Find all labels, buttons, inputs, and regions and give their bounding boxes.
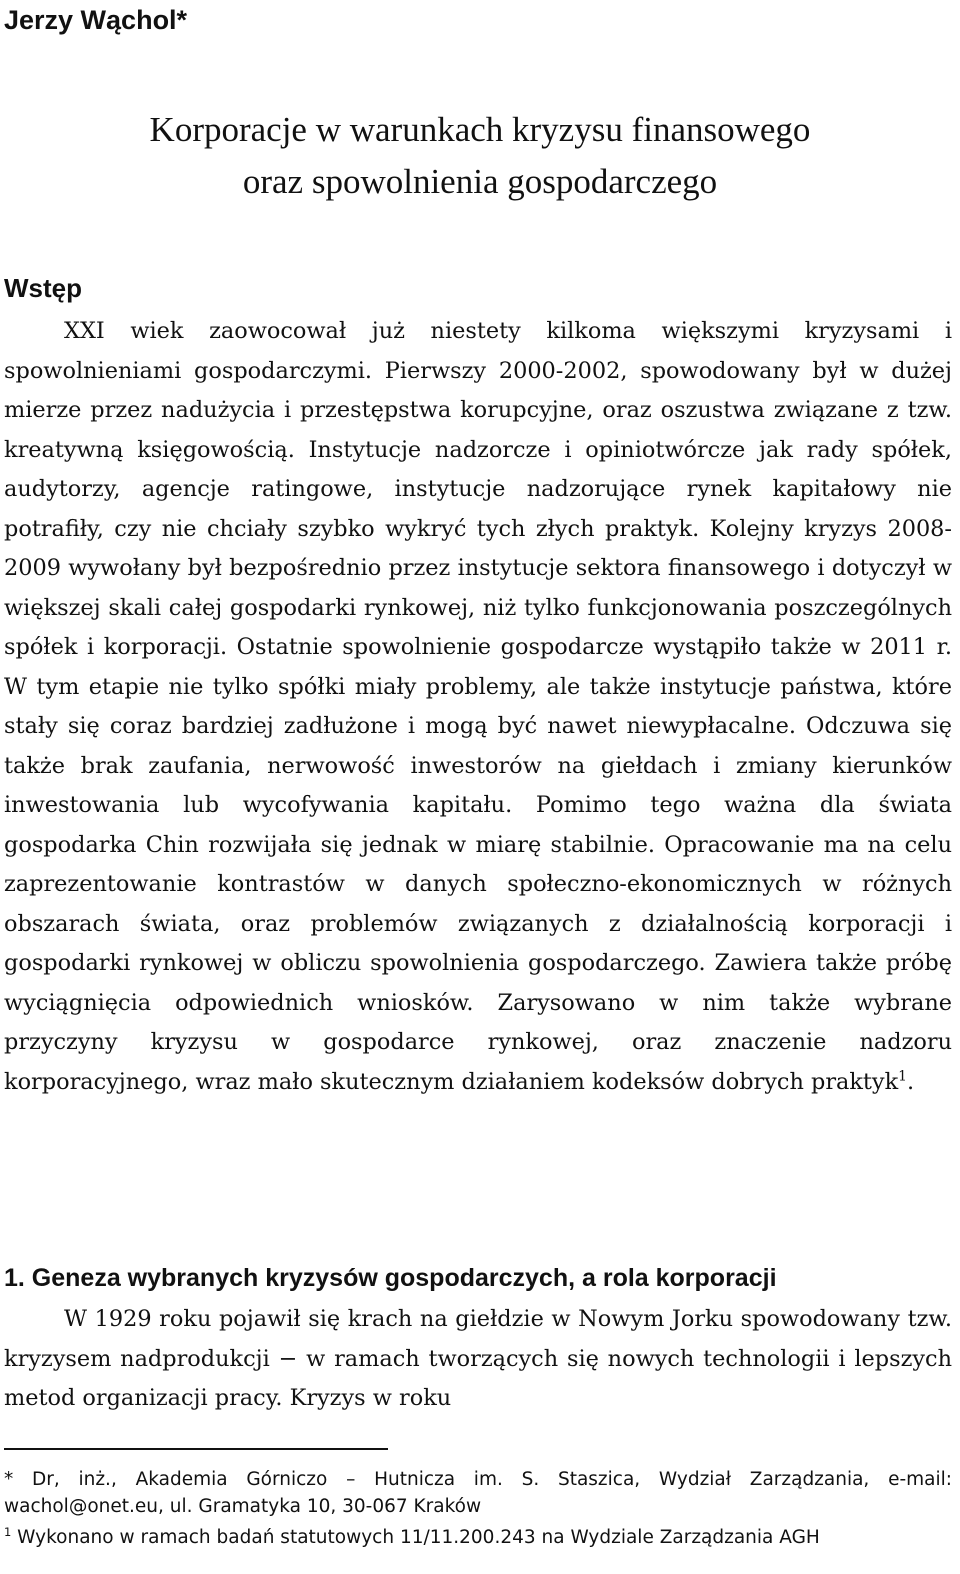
footnote-divider (4, 1448, 388, 1450)
section-1-heading: 1. Geneza wybranych kryzysów gospodarczych, a rola korporacji (4, 1264, 777, 1292)
intro-text: XXI wiek zaowocował już niestety kilkoma większymi kryzysami i spowolnieniami gospodarczymi. Pierwszy 2000-2002, spowodowany był w dużej mierze przez nadużycia i przestępstwa korupcyjne, oraz oszustwa związane z tzw. kreatywną księgowością. Instytucje nadzorcze i opiniotwórcze jak rady spółek, audytorzy, agencje ratingowe, instytucje nadzorujące rynek kapitałowy nie potrafiły, czy nie chciały szybko wykryć tych złych praktyk. Kolejny kryzys 2008-2009 wywołany był bezpośrednio przez instytucje sektora finansowego i dotyczył w większej skali całej gospodarki rynkowej, niż tylko funkcjonowania poszczególnych spółek i korporacji. Ostatnie spowolnienie gospodarcze wystąpiło także w 2011 r. W tym etapie nie tylko spółki miały problemy, ale także instytucje państwa, które stały się coraz bardziej zadłużone i mogą być nawet niewypłacalne. Odczuwa się także brak zaufania, nerwowość inwestorów na giełdach i zmiany kierunków inwestowania lub wycofywania kapitału. Pomimo tego ważna dla świata gospodarka Chin rozwijała się jednak w miarę stabilnie. Opracowanie ma na celu zaprezentowanie kontrastów w danych społeczno-ekonomicznych w różnych obszarach świata, oraz problemów związanych z działalnością korporacji i gospodarki rynkowej w obliczu spowolnienia gospodarczego. Zawiera także próbę wyciągnięcia odpowiednich wniosków. Zarysowano w nim także wybrane przyczyny kryzysu w gospodarce rynkowej, oraz znaczenie nadzoru korporacyjnego, wraz mało skutecznym działaniem kodeksów dobrych praktyk (4, 318, 952, 1095)
author-name: Jerzy Wąchol* (4, 5, 188, 35)
section-1-paragraph (4, 1300, 952, 1419)
footnote-ref-1: 1 (898, 1068, 907, 1085)
footnotes (4, 1466, 952, 1551)
intro-text-end: . (906, 1068, 915, 1095)
footnote-1 (4, 1524, 952, 1551)
footnote-1-marker: 1 (4, 1524, 12, 1539)
article-title (0, 104, 960, 208)
section-1-text: W 1929 roku pojawił się krach na giełdzie w Nowym Jorku spowodowany tzw. kryzysem nadprodukcji − w ramach tworzących się nowych technologii i lepszych metod organizacji pracy. Kryzys w roku (4, 1306, 952, 1411)
title-line-1: Korporacje w warunkach kryzysu finansowego (149, 110, 811, 149)
footnote-author: * Dr, inż., Akademia Górniczo – Hutnicza im. S. Staszica, Wydział Zarządzania, e-mail: wachol@onet.eu, ul. Gramatyka 10, 30-067 Kraków (4, 1469, 952, 1517)
title-line-2: oraz spowolnienia gospodarczego (242, 162, 718, 201)
intro-paragraph (4, 312, 952, 1102)
footnote-1-text: Wykonano w ramach badań statutowych 11/11.200.243 na Wydziale Zarządzania AGH (11, 1527, 820, 1548)
intro-heading: Wstęp (4, 273, 82, 303)
